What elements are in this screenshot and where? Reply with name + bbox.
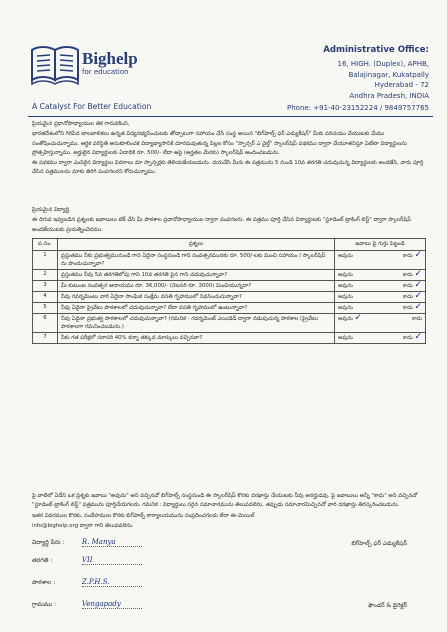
answer-yes[interactable]: అవును	[338, 294, 353, 300]
answer-yes[interactable]: అవును	[338, 272, 353, 278]
student-section	[32, 206, 424, 236]
answer-yes[interactable]: అవును	[338, 335, 353, 341]
salutation-student: ప్రియమైన విద్యార్థి,	[32, 207, 71, 213]
answer-no[interactable]: కాదు ✓	[402, 250, 422, 260]
class-row	[32, 556, 142, 565]
question-number: 5	[33, 303, 58, 314]
checkmark-icon: ✓	[414, 280, 422, 290]
class-label: తరగతి :	[32, 557, 53, 564]
header-num: ప.సం.	[33, 239, 58, 251]
intro-paragraph: ఈ పథకము ద్వారా ఎంపికైన విద్యార్థుల వివరాలు మా స్పాన్సర్లకు తెలియజేయబడును. దయచేసి మీరు ఈ పత్రమును 5 నుండి 10వ తరగతి చదువుచున్న విద్యార్థులకు అందజేసి, వారు పూర్తి చేసిన పత్రములను మాకు తిరిగి పంపగలరని కోరుచున్నాము.	[32, 160, 424, 176]
office-line: 16, HIGH. (Duplex), APHB,	[337, 60, 429, 68]
question-text: ప్రస్తుతము నీవు 5వ తరగతిలోపు గాని 10వ తరగతి పైన గాని చదువుచున్నావా?	[58, 270, 335, 281]
question-text: నీవు ఏదైనా ప్రైవేటు పాఠశాలలో చదువుచున్నావా? లేదా వసతి గృహములో ఉంటున్నావా?	[58, 303, 335, 314]
village-row	[32, 600, 142, 609]
answer-no[interactable]: కాదు ✓	[402, 291, 422, 301]
answer-cell[interactable]	[335, 270, 426, 281]
contact-email: info@bighelp.org ద్వారా గాని తెలుపవలెను.	[32, 522, 134, 529]
school-label: పాఠశాల :	[32, 579, 56, 586]
intro-section	[32, 120, 424, 179]
question-text: నీకు గత పరీక్షలో సరాసరి 40% కన్నా తక్కువ మార్కులు వచ్చినవా?	[58, 333, 335, 344]
brand	[82, 50, 138, 76]
question-text: నీవు గవర్నమెంటు వారి ఏదైనా సాంఘిక సంక్షేమ వసతి గృహములో నివసించుచున్నావా?	[58, 292, 335, 303]
header-divider	[28, 116, 433, 117]
answer-yes[interactable]: అవును	[338, 283, 353, 289]
table-row	[33, 251, 426, 270]
brand-sub: for education	[82, 68, 129, 76]
question-number: 7	[33, 333, 58, 344]
question-number: 1	[33, 251, 58, 270]
closing-paragraph: ఇతర వివరముల కొరకు, సందేహముల కొరకు బిగ్‌హెల్ప్ కార్యాలయమును సంప్రదించగలరు లేదా ఈ-మెయిల్	[32, 512, 255, 519]
bighelp-logo-icon	[30, 42, 80, 86]
office-line: Hyderabad - 72	[374, 81, 429, 89]
answer-cell[interactable]	[335, 292, 426, 303]
intro-paragraph: భారతదేశంలోని గిరిపేద బాలబాలికలు ఉన్నత విద్యనభ్యసించుటకు తోడ్పాటుగా సహాయం చేసే సంస్థ అయిన "బిగ్‌హెల్ప్ ఫర్ ఎడ్యుకేషన్" మీకు పరిచయం చేయుటకు మేము సంతోషించుచున్నాము. ఆర్థిక పరిస్థితి అనుకూలించక విద్యాభ్యాసానికి దూరమవుతున్న పిల్లల కోసం "స్పాన్సర్ ఎ చైల్డ్" స్కాలర్‌షిప్ పథకము ద్వారా చేయూతనిస్తూ ఏటేటా విద్యార్థులను ప్రోత్సహిస్తున్నాము. అర్హులైన విద్యార్థులకు ఏడాదికి రూ. 500/- లేదా ఆపై (అర్హతల మేరకు) స్కాలర్‌షిప్ అందించబడును.	[32, 131, 407, 156]
answer-no[interactable]: కాదు ✓	[402, 280, 422, 290]
answer-yes[interactable]: అవును ✓	[338, 313, 362, 323]
table-header-row	[33, 239, 426, 251]
answer-cell[interactable]	[335, 281, 426, 292]
question-text: నీవు ఏదైనా ప్రభుత్వ పాఠశాలలో చదువుచున్నావా? (గమనిక - గవర్నమెంట్ ఎయిడెడ్ ద్వారా నడుపుచున్న పాఠశాల (ప్రైవేటు పాఠశాలగా గమనించబడును.)	[58, 314, 335, 333]
question-text: ప్రస్తుతము నీకు ప్రభుత్వమునుండి గాని ఏదైనా సంస్థనుండి గాని సంవత్సరమునకు రూ. 500/-లకు మించి సహాయం / స్కాలర్‌షిప్ ను పొందుచున్నావా?	[58, 251, 335, 270]
answer-no[interactable]: కాదు ✓	[402, 302, 422, 312]
brand-name: Bighelp	[82, 49, 138, 68]
tagline: A Catalyst For Better Education	[32, 102, 152, 111]
table-row	[33, 314, 426, 333]
table-row	[33, 281, 426, 292]
answer-cell[interactable]	[335, 333, 426, 344]
question-number: 6	[33, 314, 58, 333]
office-line: Balajinagar, Kukatpally	[348, 70, 429, 79]
signature-org: బిగ్‌హెల్ప్ ఫర్ ఎడ్యుకేషన్	[351, 541, 407, 547]
checkmark-icon: ✓	[414, 332, 422, 342]
office-title: Administrative Office:	[323, 45, 429, 55]
table-row	[33, 270, 426, 281]
table-row	[33, 303, 426, 314]
closing-paragraph: పై వాటిలో ఏదేని ఒక ప్రశ్నకు జవాబు "అవును" అని వచ్చినచో బిగ్‌హెల్ప్ సంస్థనుండి ఈ స్కాలర్‌షిప్ కొరకు దరఖాస్తు చేయుటకు నీవు అనర్హుడవు. పై జవాబులు అన్నీ "కాదు" అని వచ్చినచో "స్టూడెంట్ ట్రాకింగ్ లిస్ట్" పత్రమును పూర్తిచేయగలరు. గమనిక : విద్యార్థులు సరైన సమాచారమును తెలుపవలెను, తప్పుడు సమాచారమిచ్చినచో వారి దరఖాస్తు తిరస్కరించబడును.	[32, 493, 418, 509]
student-name-row	[32, 538, 142, 547]
office-address	[287, 44, 429, 114]
answer-no[interactable]: కాదు	[412, 316, 422, 322]
header-question: ప్రశ్నలు	[58, 239, 335, 251]
table-row	[33, 292, 426, 303]
school-value[interactable]: Z.P.H.S.	[82, 578, 142, 587]
answer-yes[interactable]: అవును	[338, 305, 353, 311]
header-answer: జవాబు పై గుర్తు పెట్టండి	[335, 239, 426, 251]
signature-title: ఫౌండర్ & డైరెక్టర్	[368, 603, 407, 609]
village-value[interactable]: Vengapady	[82, 600, 142, 609]
answer-cell[interactable]	[335, 314, 426, 333]
class-value[interactable]: VII	[82, 556, 142, 565]
question-text: మీ కుటుంబ సంవత్సర ఆదాయము రూ. 36,000/- (నెలసరి రూ. 3000) మించియున్నదా?	[58, 281, 335, 292]
office-line: Andhra Pradesh, INDIA	[349, 91, 429, 100]
question-number: 4	[33, 292, 58, 303]
answer-yes[interactable]: అవును	[338, 253, 353, 259]
salutation: ప్రియమైన ప్రధానోపాధ్యాయుల తెక గారువకింని,	[32, 121, 130, 127]
answer-cell[interactable]	[335, 303, 426, 314]
school-row	[32, 578, 142, 587]
checkmark-icon: ✓	[414, 302, 422, 312]
question-number: 2	[33, 270, 58, 281]
question-number: 3	[33, 281, 58, 292]
answer-no[interactable]: కాదు ✓	[402, 332, 422, 342]
answer-cell[interactable]	[335, 251, 426, 270]
office-phone: Phone: +91-40-23152224 / 9849757765	[287, 104, 429, 112]
name-label: విద్యార్థి పేరు :	[32, 539, 65, 546]
name-value[interactable]: R. Manya	[82, 538, 142, 547]
checkmark-icon: ✓	[414, 269, 422, 279]
checkmark-icon: ✓	[354, 313, 362, 323]
checkmark-icon: ✓	[414, 250, 422, 260]
table-row	[33, 333, 426, 344]
student-paragraph: ఈ దిగువ ఇవ్వబడిన ప్రశ్నలకు జవాబులు టిక్ చేసి మీ పాఠశాల ప్రధానోపాధ్యాయుల ద్వారా పంపగలరు. ఈ పత్రము పూర్తి చేసిన విద్యార్థులకు "స్టూడెంట్ ట్రాకింగ్ లిస్ట్" ద్వారా స్కాలర్‌షిప్ అందజేయుటకు ప్రయత్నించెదము.	[32, 217, 412, 233]
closing-section	[32, 492, 424, 532]
answer-no[interactable]: కాదు ✓	[402, 269, 422, 279]
questions-table	[32, 238, 426, 344]
checkmark-icon: ✓	[414, 291, 422, 301]
village-label: గ్రామము :	[32, 601, 57, 608]
